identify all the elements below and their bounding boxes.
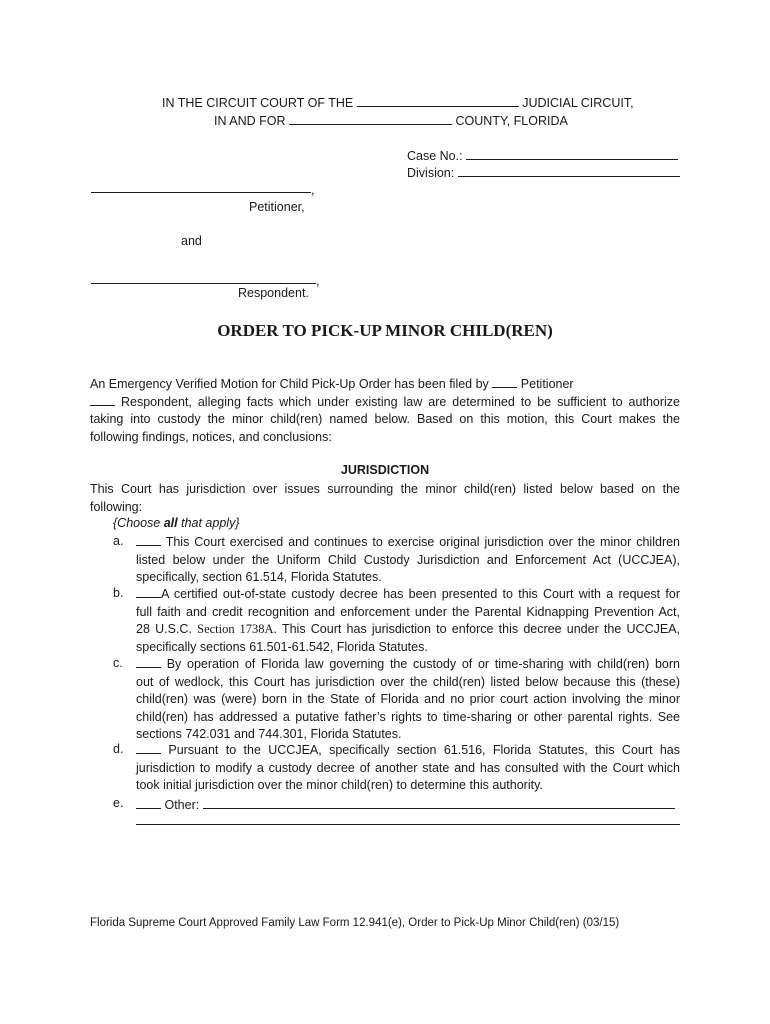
respondent-comma: , <box>316 274 320 288</box>
item-c-checkbox[interactable] <box>136 656 161 668</box>
jurisdiction-intro: This Court has jurisdiction over issues surrounding the minor child(ren) listed below based on the following: <box>90 482 680 514</box>
item-e-letter: e. <box>113 796 124 810</box>
case-number-row: Case No.: <box>407 147 678 163</box>
item-e-checkbox[interactable] <box>136 797 161 809</box>
respondent-name-field[interactable] <box>91 283 316 284</box>
petitioner-comma: , <box>311 183 315 197</box>
item-a: This Court exercised and continues to exercise original jurisdiction over the minor children listed below under the Uniform Child Custody Jurisdiction and Enforcement Act (UCCJEA), specifically, section 61.514, Florida Statutes. <box>136 535 681 585</box>
judicial-circuit-field[interactable] <box>357 94 519 107</box>
document-title: ORDER TO PICK-UP MINOR CHILD(REN) <box>217 321 553 340</box>
choose-instruction: {Choose all that apply} <box>113 516 240 530</box>
item-b-letter: b. <box>113 586 124 600</box>
petitioner-checkbox-blank[interactable] <box>492 376 517 388</box>
petitioner-name-field[interactable] <box>91 192 311 193</box>
respondent-checkbox-blank[interactable] <box>90 394 115 406</box>
item-d-checkbox[interactable] <box>136 742 161 754</box>
other-field-continuation[interactable] <box>136 824 680 825</box>
and-label: and <box>181 234 202 248</box>
item-e: Other: <box>136 796 675 812</box>
division-field[interactable] <box>458 164 680 177</box>
item-a-letter: a. <box>113 534 124 548</box>
item-d-letter: d. <box>113 742 124 756</box>
division-row: Division: <box>407 164 680 180</box>
item-a-checkbox[interactable] <box>136 534 161 546</box>
county-field[interactable] <box>289 112 452 125</box>
form-footer: Florida Supreme Court Approved Family Law Form 12.941(e), Order to Pick-Up Minor Child(ren) (03/15) <box>90 917 620 929</box>
other-field[interactable] <box>203 796 675 809</box>
jurisdiction-heading: JURISDICTION <box>340 463 430 477</box>
court-caption-line-1: IN THE CIRCUIT COURT OF THE JUDICIAL CIRCUIT, <box>162 96 634 110</box>
respondent-label: Respondent. <box>238 286 309 300</box>
item-b: A certified out-of-state custody decree has been presented to this Court with a request for full faith and credit recognition and enforcement under the Parental Kidnapping Prevention Act, 28 U.S.C. Section 1738A. This Court has jurisdiction to enforce this decree under the UCCJEA, specifically sections 61.501-61.542, Florida Statutes. <box>136 587 680 654</box>
item-b-checkbox[interactable] <box>136 586 161 598</box>
item-c: By operation of Florida law governing the custody of or time-sharing with child(ren) born out of wedlock, this Court has jurisdiction over the child(ren) listed below because this (these) child(ren) was (were) born in the State of Florida and no prior court action involving the minor child(ren) has addressed a putative father’s rights to time-sharing or other parental rights. See sections 742.031 and 744.301, Florida Statutes. <box>136 657 681 742</box>
case-number-field[interactable] <box>466 147 678 160</box>
item-d: Pursuant to the UCCJEA, specifically section 61.516, Florida Statutes, this Court has jurisdiction to modify a custody decree of another state and has consulted with the Court which took initial jurisdiction over the minor child(ren) to determine this authority. <box>136 743 680 793</box>
intro-paragraph: An Emergency Verified Motion for Child Pick-Up Order has been filed by Petitioner Respondent, alleging facts which under existing law are determined to be sufficient to authorize taking into custody the minor child(ren) named below. Based on this motion, this Court makes the following findings, notices, and conclusions: <box>90 377 680 444</box>
court-caption-line-2: IN AND FOR COUNTY, FLORIDA <box>214 114 568 128</box>
petitioner-label: Petitioner, <box>249 200 305 214</box>
item-c-letter: c. <box>113 656 123 670</box>
